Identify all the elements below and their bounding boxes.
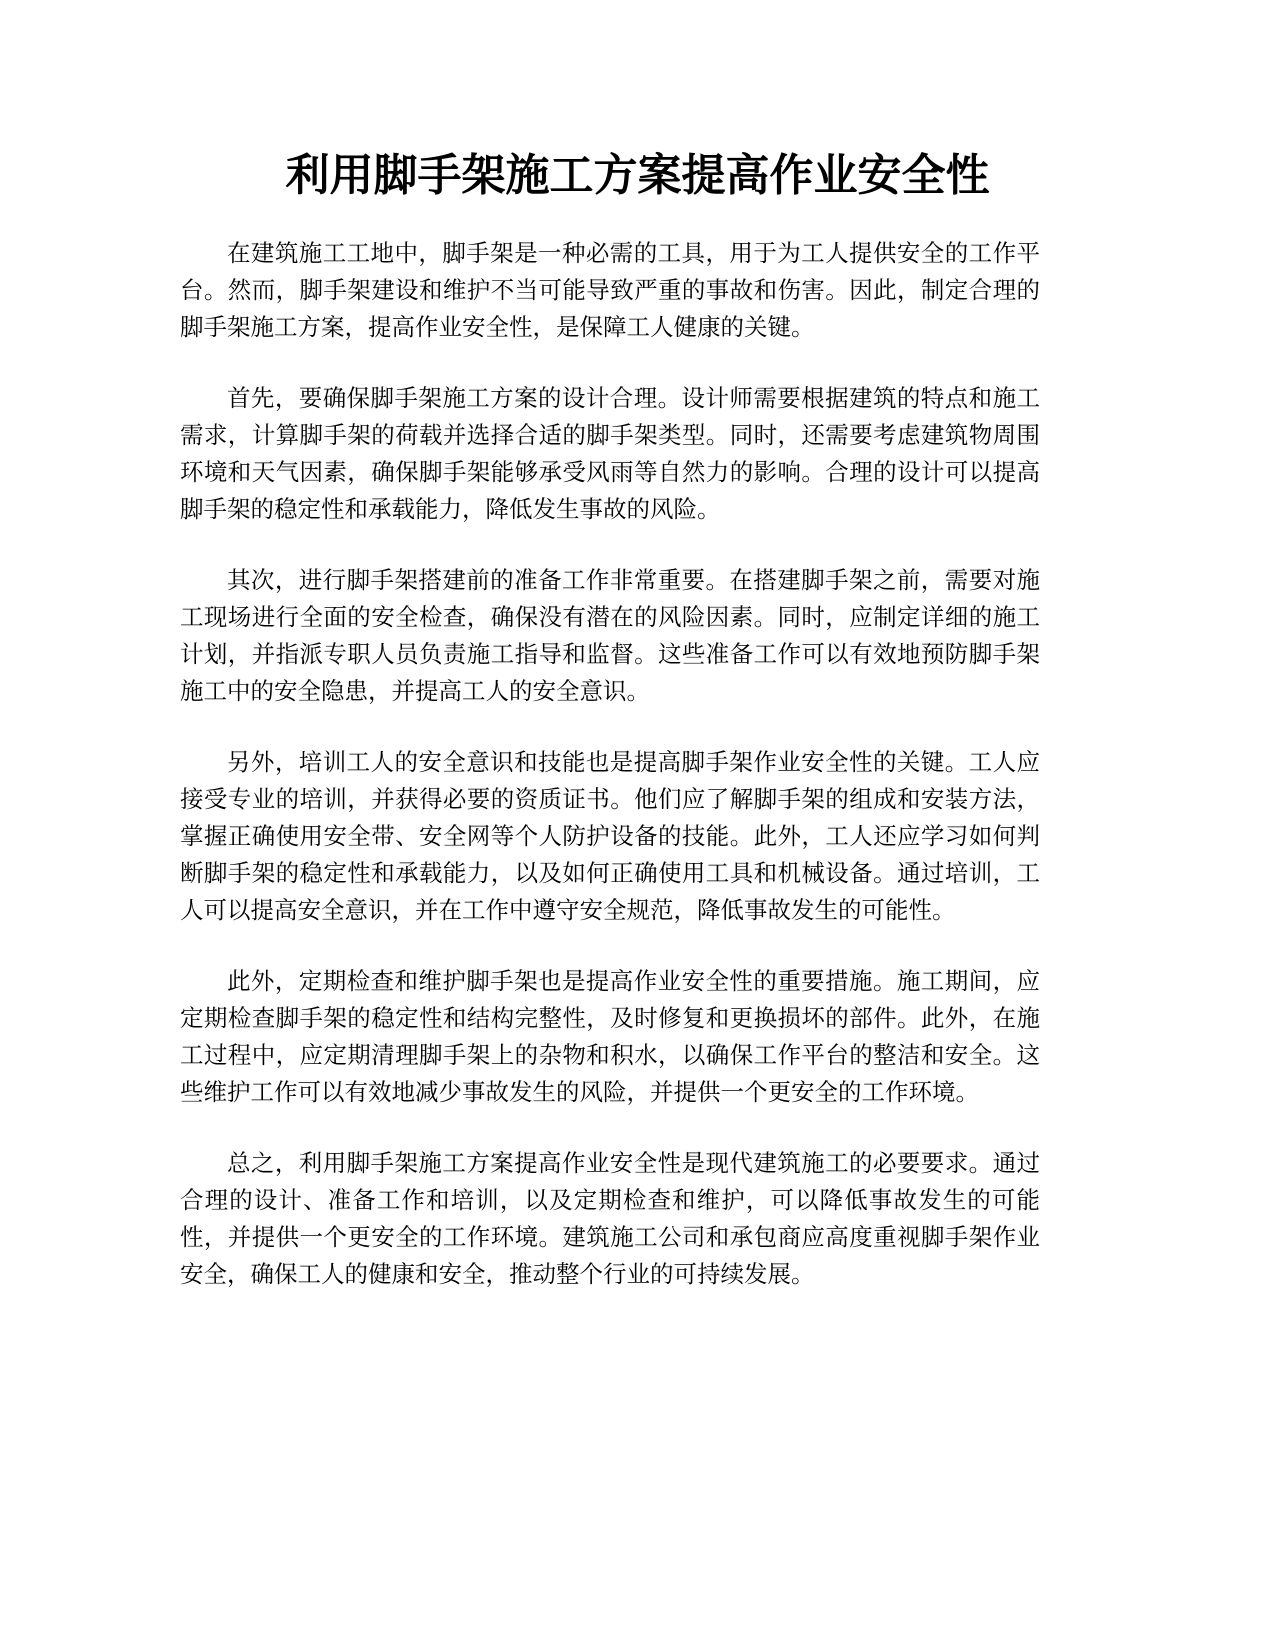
document-body	[180, 235, 1040, 1327]
paragraph: 在建筑施工工地中，脚手架是一种必需的工具，用于为工人提供安全的工作平台。然而，脚手架建设和维护不当可能导致严重的事故和伤害。因此，制定合理的脚手架施工方案，提高作业安全性，是保障工人健康的关键。	[180, 239, 1040, 341]
paragraph: 此外，定期检查和维护脚手架也是提高作业安全性的重要措施。施工期间，应定期检查脚手架的稳定性和结构完整性，及时修复和更换损坏的部件。此外，在施工过程中，应定期清理脚手架上的杂物和积水，以确保工作平台的整洁和安全。这些维护工作可以有效地减少事故发生的风险，并提供一个更安全的工作环境。	[180, 967, 1040, 1106]
paragraph: 其次，进行脚手架搭建前的准备工作非常重要。在搭建脚手架之前，需要对施工现场进行全面的安全检查，确保没有潜在的风险因素。同时，应制定详细的施工计划，并指派专职人员负责施工指导和监督。这些准备工作可以有效地预防脚手架施工中的安全隐患，并提高工人的安全意识。	[180, 566, 1040, 705]
paragraph: 总之，利用脚手架施工方案提高作业安全性是现代建筑施工的必要要求。通过合理的设计、准备工作和培训，以及定期检查和维护，可以降低事故发生的可能性，并提供一个更安全的工作环境。建筑施工公司和承包商应高度重视脚手架作业安全，确保工人的健康和安全，推动整个行业的可持续发展。	[180, 1149, 1040, 1288]
document-title: 利用脚手架施工方案提高作业安全性	[285, 150, 990, 201]
paragraph: 首先，要确保脚手架施工方案的设计合理。设计师需要根据建筑的特点和施工需求，计算脚手架的荷载并选择合适的脚手架类型。同时，还需要考虑建筑物周围环境和天气因素，确保脚手架能够承受风雨等自然力的影响。合理的设计可以提高脚手架的稳定性和承载能力，降低发生事故的风险。	[180, 384, 1040, 523]
paragraph: 另外，培训工人的安全意识和技能也是提高脚手架作业安全性的关键。工人应接受专业的培训，并获得必要的资质证书。他们应了解脚手架的组成和安装方法，掌握正确使用安全带、安全网等个人防护设备的技能。此外，工人还应学习如何判断脚手架的稳定性和承载能力，以及如何正确使用工具和机械设备。通过培训，工人可以提高安全意识，并在工作中遵守安全规范，降低事故发生的可能性。	[180, 748, 1040, 924]
